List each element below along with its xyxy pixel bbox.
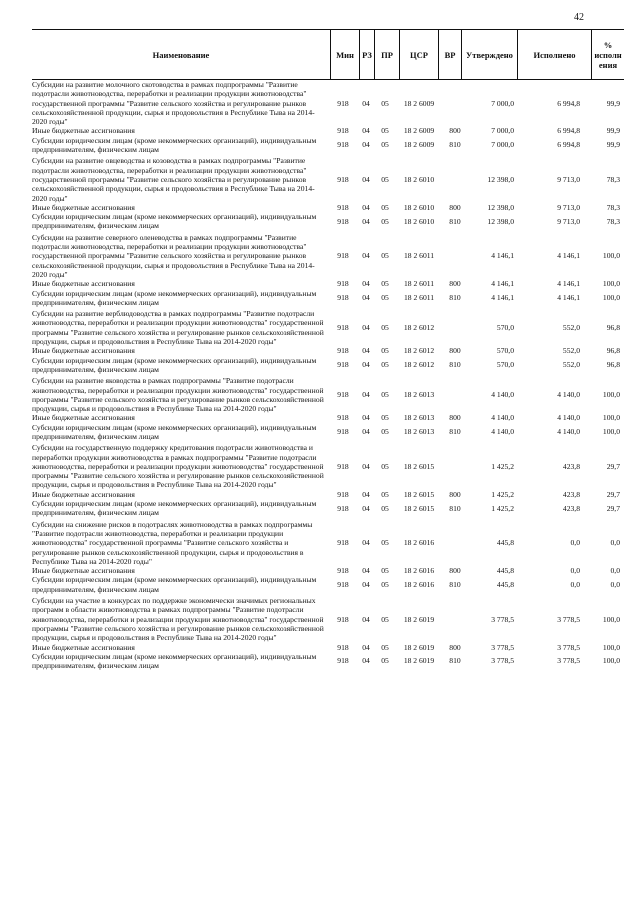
row-percent: 100,0 [602, 427, 620, 437]
row-name: Субсидии на снижение рисков в подотраслях животноводства в рамках подпрограммы "Развитие подотрасли животноводства, переработки и реализации продукции животноводства" государственной программы "Развитие сельского хозяйства и регулирование рынков сельскохозяйственной продукции, сырья и продовольствия в Республике Тыва на 2014-2020 годы" [32, 519, 313, 566]
row-executed: 6 994,8 [557, 98, 580, 108]
row-pr: 05 [381, 538, 389, 548]
row-executed: 423,8 [562, 489, 580, 499]
row-name: Иные бюджетные ассигнования [32, 489, 135, 499]
row-rz: 04 [362, 126, 370, 136]
row-rz: 04 [362, 614, 370, 624]
row-vr: 810 [449, 580, 461, 590]
row-csr: 18 2 6019 [403, 614, 435, 624]
row-executed: 4 146,1 [557, 293, 580, 303]
col-approved-header: Утверждено [461, 30, 517, 79]
row-pr: 05 [381, 126, 389, 136]
row-csr: 18 2 6010 [403, 174, 435, 184]
row-rz: 04 [362, 413, 370, 423]
row-csr: 18 2 6019 [403, 656, 435, 666]
row-approved: 7 000,0 [491, 98, 514, 108]
table-row [32, 356, 624, 375]
row-executed: 423,8 [562, 461, 580, 471]
row-vr: 810 [449, 503, 461, 513]
row-percent: 78,3 [606, 216, 620, 226]
row-vr: 800 [449, 642, 461, 652]
row-rz: 04 [362, 580, 370, 590]
table-row [32, 520, 624, 566]
row-rz: 04 [362, 390, 370, 400]
row-pr: 05 [381, 656, 389, 666]
row-vr: 800 [449, 489, 461, 499]
row-rz: 04 [362, 202, 370, 212]
row-min: 918 [337, 279, 349, 289]
table-row [32, 346, 624, 355]
table-row [32, 233, 624, 279]
table-row [32, 289, 624, 308]
row-percent: 100,0 [602, 656, 620, 666]
row-rz: 04 [362, 293, 370, 303]
table-row [32, 490, 624, 499]
table-row [32, 652, 624, 671]
row-executed: 9 713,0 [557, 174, 580, 184]
col-name-header: Наименование [152, 49, 210, 60]
row-rz: 04 [362, 216, 370, 226]
row-vr: 810 [449, 140, 461, 150]
table-row [32, 575, 624, 594]
row-percent: 29,7 [606, 503, 620, 513]
row-name: Субсидии юридическим лицам (кроме некоммерческих организаций), индивидуальным предпринимателям, физическим лицам [32, 499, 317, 518]
row-min: 918 [337, 580, 349, 590]
row-executed: 3 778,5 [557, 614, 580, 624]
row-vr: 800 [449, 279, 461, 289]
row-percent: 0,0 [610, 580, 620, 590]
row-vr: 810 [449, 216, 461, 226]
row-name: Субсидии на участие в конкурсах по поддержке экономически значимых региональных программ в области животноводства в рамках подпрограммы "Развитие подотрасли животноводства, переработки и реализации продукции животноводства" государственной программы "Развитие сельского хозяйства и регулирование рынков сельскохозяйственной продукции, сырья и продовольствия в Республике Тыва на 2014-2020 годы" [32, 596, 324, 643]
row-min: 918 [337, 489, 349, 499]
row-csr: 18 2 6009 [403, 126, 435, 136]
table-body [32, 80, 624, 670]
row-percent: 100,0 [602, 293, 620, 303]
row-executed: 0,0 [570, 580, 580, 590]
row-name: Субсидии юридическим лицам (кроме некоммерческих организаций), индивидуальным предпринимателям, физическим лицам [32, 135, 317, 155]
row-rz: 04 [362, 503, 370, 513]
table-row [32, 212, 624, 231]
row-name: Субсидии юридическим лицам (кроме некоммерческих организаций), индивидуальным предпринимателям, физическим лицам [32, 288, 317, 307]
row-executed: 552,0 [562, 323, 580, 333]
row-rz: 04 [362, 174, 370, 184]
row-min: 918 [337, 360, 349, 370]
col-vr-header: ВР [438, 30, 461, 79]
table-row [32, 279, 624, 288]
row-name: Субсидии на развитие северного оленеводства в рамках подпрограммы "Развитие подотрасли животноводства, переработки и реализации продукции животноводства" государственной программы "Развитие сельского хозяйства и регулирование рынков сельскохозяйственной продукции, сырья и продовольствия в Республике Тыва на 2014-2020 годы" [32, 232, 315, 279]
row-approved: 3 778,5 [491, 642, 514, 652]
row-min: 918 [337, 202, 349, 212]
row-csr: 18 2 6016 [403, 566, 435, 576]
row-rz: 04 [362, 140, 370, 150]
row-percent: 99,9 [606, 98, 620, 108]
row-min: 918 [337, 642, 349, 652]
row-pr: 05 [381, 413, 389, 423]
row-vr: 800 [449, 346, 461, 356]
row-approved: 12 398,0 [487, 216, 514, 226]
row-percent: 96,8 [606, 360, 620, 370]
row-csr: 18 2 6016 [403, 580, 435, 590]
row-min: 918 [337, 503, 349, 513]
row-rz: 04 [362, 642, 370, 652]
row-percent: 100,0 [602, 413, 620, 423]
row-approved: 570,0 [496, 323, 514, 333]
table-row [32, 423, 624, 442]
table-row [32, 203, 624, 212]
col-csr-header: ЦСР [399, 30, 438, 79]
row-csr: 18 2 6015 [403, 503, 435, 513]
row-min: 918 [337, 346, 349, 356]
row-percent: 100,0 [602, 642, 620, 652]
row-approved: 3 778,5 [491, 656, 514, 666]
table-row [32, 566, 624, 575]
col-pr-header: ПР [374, 30, 399, 79]
row-min: 918 [337, 390, 349, 400]
col-rz-header: РЗ [359, 30, 374, 79]
row-csr: 18 2 6012 [403, 346, 435, 356]
row-vr: 810 [449, 293, 461, 303]
row-csr: 18 2 6012 [403, 323, 435, 333]
row-rz: 04 [362, 461, 370, 471]
row-approved: 4 140,0 [491, 427, 514, 437]
row-min: 918 [337, 413, 349, 423]
row-percent: 100,0 [602, 251, 620, 261]
row-executed: 4 146,1 [557, 279, 580, 289]
row-executed: 423,8 [562, 503, 580, 513]
row-rz: 04 [362, 98, 370, 108]
row-min: 918 [337, 461, 349, 471]
row-rz: 04 [362, 279, 370, 289]
row-rz: 04 [362, 656, 370, 666]
table-row [32, 413, 624, 422]
row-percent: 78,3 [606, 202, 620, 212]
row-percent: 0,0 [610, 538, 620, 548]
row-percent: 99,9 [606, 126, 620, 136]
row-min: 918 [337, 98, 349, 108]
row-name: Иные бюджетные ассигнования [32, 566, 135, 576]
row-executed: 552,0 [562, 346, 580, 356]
row-pr: 05 [381, 293, 389, 303]
table-header [32, 29, 624, 80]
row-pr: 05 [381, 279, 389, 289]
row-approved: 1 425,2 [491, 461, 514, 471]
row-vr: 810 [449, 360, 461, 370]
row-name: Субсидии на государственную поддержку кредитования подотрасли животноводства и переработки продукции животноводства в рамках подпрограммы "Развитие подотрасли животноводства, переработки и реализации продукции животноводства" государственной программы "Развитие сельского хозяйства и регулирование рынков сельскохозяйственной продукции, сырья и продовольствия в Республике Тыва на 2014-2020 годы" [32, 443, 324, 490]
row-percent: 29,7 [606, 489, 620, 499]
row-rz: 04 [362, 538, 370, 548]
row-executed: 9 713,0 [557, 202, 580, 212]
row-pr: 05 [381, 202, 389, 212]
row-rz: 04 [362, 346, 370, 356]
row-rz: 04 [362, 489, 370, 499]
row-csr: 18 2 6011 [403, 293, 435, 303]
row-approved: 12 398,0 [487, 202, 514, 212]
row-executed: 4 146,1 [557, 251, 580, 261]
row-approved: 12 398,0 [487, 174, 514, 184]
row-vr: 800 [449, 126, 461, 136]
table-row [32, 643, 624, 652]
row-min: 918 [337, 251, 349, 261]
row-min: 918 [337, 538, 349, 548]
row-csr: 18 2 6010 [403, 202, 435, 212]
row-pr: 05 [381, 140, 389, 150]
row-csr: 18 2 6009 [403, 140, 435, 150]
row-approved: 570,0 [496, 346, 514, 356]
row-executed: 3 778,5 [557, 642, 580, 652]
table-row [32, 596, 624, 642]
row-approved: 4 146,1 [491, 279, 514, 289]
row-approved: 445,8 [496, 566, 514, 576]
row-rz: 04 [362, 251, 370, 261]
row-executed: 552,0 [562, 360, 580, 370]
row-rz: 04 [362, 360, 370, 370]
row-name: Иные бюджетные ассигнования [32, 642, 135, 652]
row-pr: 05 [381, 390, 389, 400]
col-executed-header: Исполнено [517, 30, 591, 79]
row-name: Субсидии юридическим лицам (кроме некоммерческих организаций), индивидуальным предпринимателям, физическим лицам [32, 651, 317, 671]
table-row [32, 136, 624, 155]
row-name: Иные бюджетные ассигнования [32, 413, 135, 423]
row-rz: 04 [362, 323, 370, 333]
row-pr: 05 [381, 489, 389, 499]
row-csr: 18 2 6013 [403, 413, 435, 423]
row-vr: 810 [449, 427, 461, 437]
row-min: 918 [337, 140, 349, 150]
row-csr: 18 2 6015 [403, 489, 435, 499]
row-pr: 05 [381, 503, 389, 513]
row-vr: 800 [449, 413, 461, 423]
row-min: 918 [337, 293, 349, 303]
row-percent: 99,9 [606, 140, 620, 150]
row-approved: 4 140,0 [491, 413, 514, 423]
row-vr: 800 [449, 566, 461, 576]
row-min: 918 [337, 174, 349, 184]
row-name: Субсидии юридическим лицам (кроме некоммерческих организаций), индивидуальным предпринимателям, физическим лицам [32, 212, 317, 231]
row-vr: 800 [449, 202, 461, 212]
row-executed: 6 994,8 [557, 126, 580, 136]
row-executed: 9 713,0 [557, 216, 580, 226]
row-approved: 1 425,2 [491, 489, 514, 499]
table-row [32, 376, 624, 413]
row-name: Субсидии на развитие овцеводства и козоводства в рамках подпрограммы "Развитие подотрасли животноводства, переработки и реализации продукции животноводства" государственной программы "Развитие сельского хозяйства и регулирование рынков сельскохозяйственной продукции, сырья и продовольствия в Республике Тыва на 2014-2020 годы" [32, 156, 315, 203]
row-executed: 0,0 [570, 538, 580, 548]
row-name: Субсидии на развитие яководства в рамках подпрограммы "Развитие подотрасли животноводства, переработки и реализации продукции животноводства" государственной программы "Развитие сельского хозяйства и регулирование рынков сельскохозяйственной продукции, сырья и продовольствия в Республике Тыва на 2014-2020 годы" [32, 376, 324, 414]
row-min: 918 [337, 656, 349, 666]
row-pr: 05 [381, 216, 389, 226]
row-csr: 18 2 6011 [403, 251, 435, 261]
row-approved: 7 000,0 [491, 126, 514, 136]
row-csr: 18 2 6010 [403, 216, 435, 226]
row-pr: 05 [381, 614, 389, 624]
row-name: Субсидии на развитие верблюдоводства в рамках подпрограммы "Развитие подотрасли животноводства, переработки и реализации продукции животноводства" государственной программы "Развитие сельского хозяйства и регулирование рынков сельскохозяйственной продукции, сырья и продовольствия в Республике Тыва на 2014-2020 годы" [32, 309, 324, 347]
row-percent: 78,3 [606, 174, 620, 184]
row-approved: 445,8 [496, 580, 514, 590]
row-pr: 05 [381, 360, 389, 370]
row-csr: 18 2 6013 [403, 427, 435, 437]
row-name: Субсидии юридическим лицам (кроме некоммерческих организаций), индивидуальным предпринимателям, физическим лицам [32, 575, 317, 594]
row-csr: 18 2 6016 [403, 538, 435, 548]
row-pr: 05 [381, 461, 389, 471]
row-percent: 29,7 [606, 461, 620, 471]
table-row [32, 309, 624, 346]
row-rz: 04 [362, 566, 370, 576]
row-pr: 05 [381, 642, 389, 652]
row-pr: 05 [381, 427, 389, 437]
row-name: Субсидии юридическим лицам (кроме некоммерческих организаций), индивидуальным предпринимателям, физическим лицам [32, 355, 317, 374]
row-pr: 05 [381, 346, 389, 356]
row-pr: 05 [381, 580, 389, 590]
row-executed: 6 994,8 [557, 140, 580, 150]
table-row [32, 443, 624, 489]
row-approved: 4 146,1 [491, 251, 514, 261]
row-approved: 7 000,0 [491, 140, 514, 150]
row-csr: 18 2 6012 [403, 360, 435, 370]
row-executed: 4 140,0 [557, 413, 580, 423]
row-csr: 18 2 6009 [403, 98, 435, 108]
row-pr: 05 [381, 566, 389, 576]
row-min: 918 [337, 323, 349, 333]
row-name: Иные бюджетные ассигнования [32, 279, 135, 289]
table-row [32, 156, 624, 202]
row-min: 918 [337, 566, 349, 576]
row-csr: 18 2 6019 [403, 642, 435, 652]
row-executed: 4 140,0 [557, 390, 580, 400]
row-approved: 1 425,2 [491, 503, 514, 513]
row-csr: 18 2 6011 [403, 279, 435, 289]
table-row [32, 126, 624, 135]
row-pr: 05 [381, 251, 389, 261]
table-row [32, 499, 624, 518]
row-name: Иные бюджетные ассигнования [32, 126, 135, 136]
row-min: 918 [337, 126, 349, 136]
row-csr: 18 2 6013 [403, 390, 435, 400]
row-vr: 810 [449, 656, 461, 666]
row-min: 918 [337, 614, 349, 624]
row-approved: 445,8 [496, 538, 514, 548]
row-min: 918 [337, 216, 349, 226]
row-percent: 0,0 [610, 566, 620, 576]
row-percent: 100,0 [602, 390, 620, 400]
row-approved: 570,0 [496, 360, 514, 370]
row-pr: 05 [381, 98, 389, 108]
row-name: Иные бюджетные ассигнования [32, 202, 135, 212]
row-percent: 100,0 [602, 279, 620, 289]
table-row [32, 80, 624, 126]
row-percent: 96,8 [606, 346, 620, 356]
row-executed: 0,0 [570, 566, 580, 576]
row-approved: 4 146,1 [491, 293, 514, 303]
row-percent: 96,8 [606, 323, 620, 333]
row-name: Субсидии юридическим лицам (кроме некоммерческих организаций), индивидуальным предпринимателям, физическим лицам [32, 422, 317, 441]
col-percent-header: % исполн ения [591, 30, 624, 79]
row-executed: 3 778,5 [557, 656, 580, 666]
col-min-header: Мин [330, 30, 359, 79]
row-executed: 4 140,0 [557, 427, 580, 437]
row-name: Иные бюджетные ассигнования [32, 346, 135, 356]
row-name: Субсидии на развитие молочного скотоводства в рамках подпрограммы "Развитие подотрасли животноводства, переработки и реализации продукции животноводства" государственной программы "Развитие сельского хозяйства и регулирование рынков сельскохозяйственной продукции, сырья и продовольствия в Республике Тыва на 2014-2020 годы" [32, 80, 315, 127]
row-approved: 3 778,5 [491, 614, 514, 624]
page-number: 42 [574, 12, 584, 23]
row-rz: 04 [362, 427, 370, 437]
row-min: 918 [337, 427, 349, 437]
row-percent: 100,0 [602, 614, 620, 624]
row-pr: 05 [381, 174, 389, 184]
row-pr: 05 [381, 323, 389, 333]
row-csr: 18 2 6015 [403, 461, 435, 471]
row-approved: 4 140,0 [491, 390, 514, 400]
